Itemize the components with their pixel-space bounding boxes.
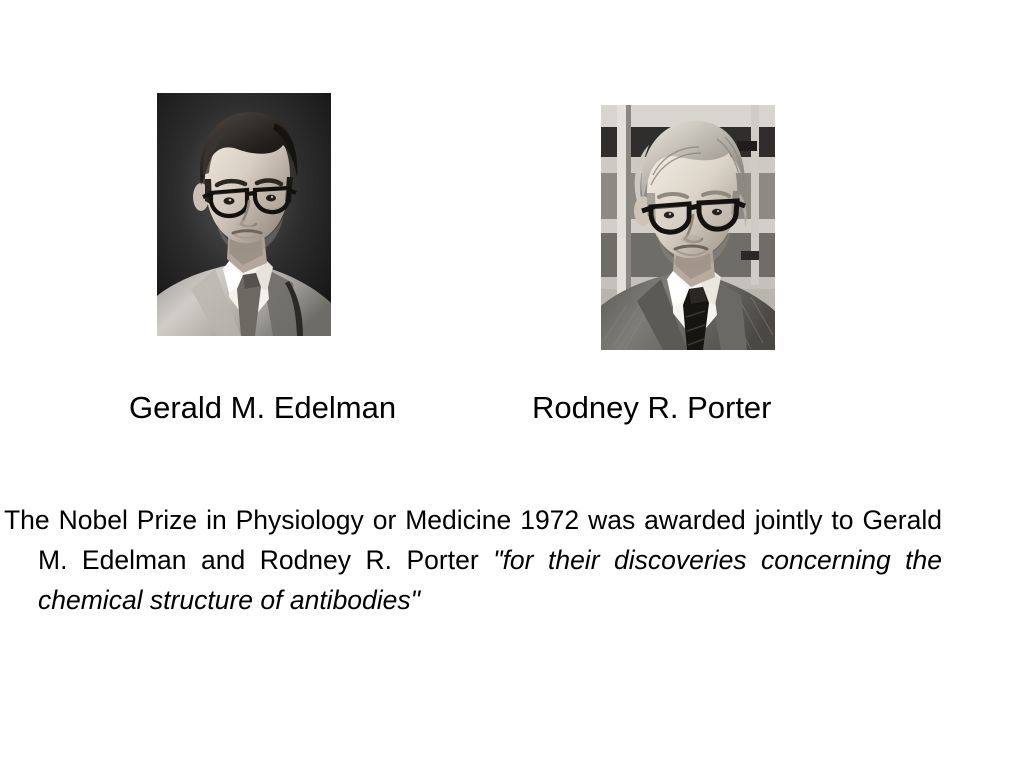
prize-description-paragraph [4,500,942,620]
portrait-photo-porter [601,105,775,350]
prize-citation-quote: "for their discoveries concerning the chemical structure of antibodies" [38,545,943,615]
prize-description-lead: The Nobel Prize in Physiology or Medicine 1972 was awarded jointly to Gerald M. Edelman and Rodney R. Porter [4,505,942,575]
person-name-porter: Rodney R. Porter [532,390,772,425]
portrait-photo-edelman [157,93,331,336]
person-name-edelman: Gerald M. Edelman [129,390,397,425]
portrait-porter-graphic [601,105,775,350]
portrait-edelman-graphic [157,93,331,336]
names-row [0,388,1024,428]
